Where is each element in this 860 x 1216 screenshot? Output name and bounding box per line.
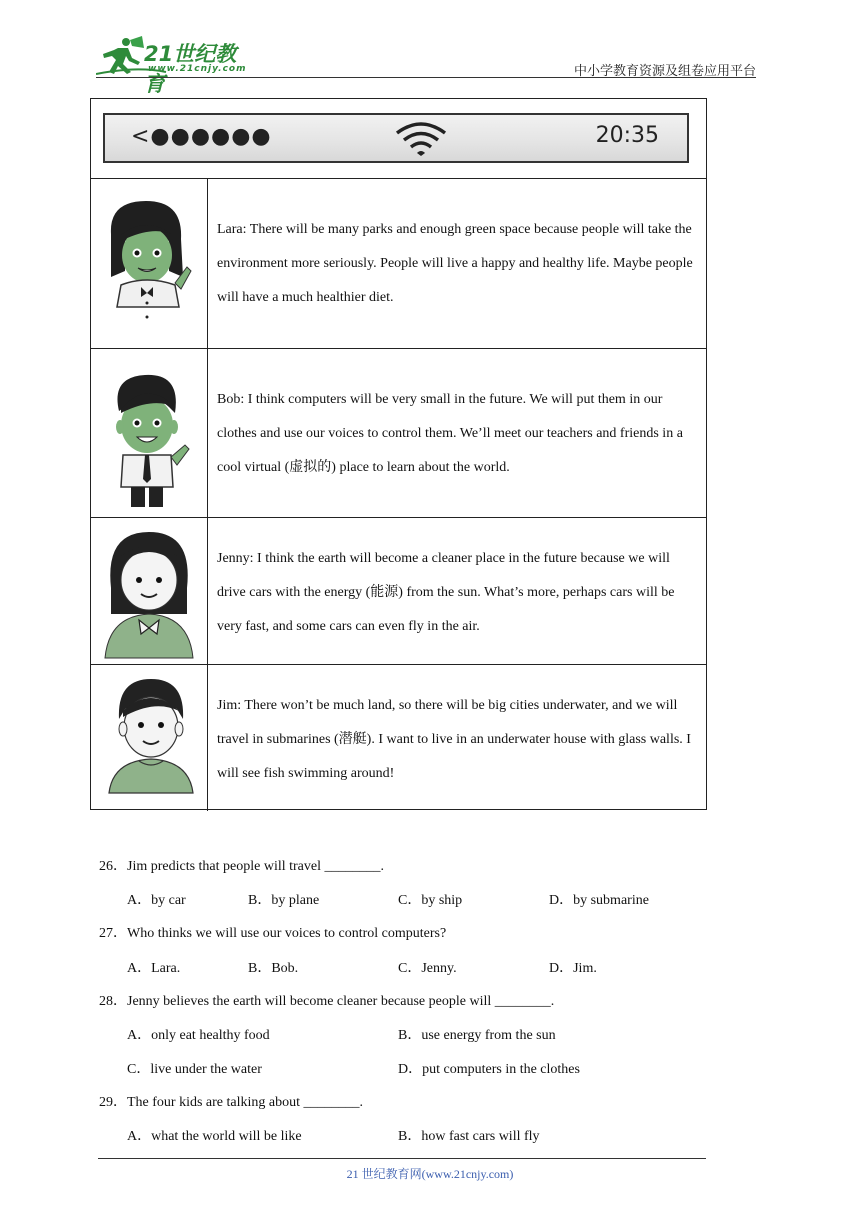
kid-row-jim <box>91 665 706 811</box>
footer-divider <box>98 1158 706 1159</box>
platform-name: 中小学教育资源及组卷应用平台 <box>573 63 756 78</box>
question-28: 28．Jenny believes the earth will become cleaner because people will ________. <box>99 994 555 1009</box>
q26-option-c[interactable]: C．by ship <box>398 893 463 908</box>
header-divider <box>96 77 756 78</box>
site-logo <box>96 36 256 96</box>
question-26: 26．Jim predicts that people will travel ________. <box>99 859 385 874</box>
q27-option-c[interactable]: C．Jenny. <box>398 961 457 976</box>
kid-row-bob <box>91 349 706 518</box>
lara-text: Lara: There will be many parks and enough green space because people will take the environment more seriously. People will live a happy and healthy life. Maybe people will have a much healthier diet. <box>217 222 693 305</box>
q28-option-c[interactable]: C．live under the water <box>127 1062 262 1077</box>
wifi-icon <box>393 121 449 162</box>
jim-text: Jim: There won’t be much land, so there will be big cities underwater, and we will travel in submarines (潜艇). I want to live in an underwater house with glass walls. I will see fish swimming around! <box>217 698 691 781</box>
q27-option-a[interactable]: A．Lara. <box>127 961 181 976</box>
q26-option-d[interactable]: D．by submarine <box>549 893 649 908</box>
q29-option-a[interactable]: A．what the world will be like <box>127 1129 302 1144</box>
question-29: 29．The four kids are talking about ________. <box>99 1095 364 1110</box>
footer-text: 21 世纪教育网(www.21cnjy.com) <box>346 1167 514 1181</box>
logo-url: www.21cnjy.com <box>148 64 247 74</box>
kid-row-jenny <box>91 518 706 665</box>
question-27: 27．Who thinks we will use our voices to control computers? <box>99 926 447 941</box>
jenny-text: Jenny: I think the earth will become a cleaner place in the future because we will drive cars with the energy (能源) from the sun. What’s more, perhaps cars will be very fast, and some cars can even fly in the air. <box>217 551 675 634</box>
signal-indicator: <●●●●●● <box>131 124 272 149</box>
jim-picture <box>91 665 208 811</box>
q28-option-a[interactable]: A．only eat healthy food <box>127 1028 270 1043</box>
q27-option-d[interactable]: D．Jim. <box>549 961 597 976</box>
kids-table <box>90 98 707 810</box>
logo-text: 21世纪教育 <box>144 42 237 96</box>
bob-picture <box>91 349 208 517</box>
q26-option-b[interactable]: B．by plane <box>248 893 320 908</box>
kid-row-lara <box>91 179 706 349</box>
q28-option-b[interactable]: B．use energy from the sun <box>398 1028 556 1043</box>
jenny-picture <box>91 518 208 664</box>
q27-option-b[interactable]: B．Bob. <box>248 961 299 976</box>
q28-option-d[interactable]: D．put computers in the clothes <box>398 1062 580 1077</box>
q26-option-a[interactable]: A．by car <box>127 893 186 908</box>
phone-status-bar <box>103 113 689 163</box>
q29-option-b[interactable]: B．how fast cars will fly <box>398 1129 540 1144</box>
bob-text: Bob: I think computers will be very small in the future. We will put them in our clothes and use our voices to control them. We’ll meet our teachers and friends in a cool virtual (虚拟的) place to learn about the world. <box>217 392 683 475</box>
lara-picture <box>91 179 208 348</box>
status-row <box>91 99 706 179</box>
clock-time: 20:35 <box>595 123 659 148</box>
